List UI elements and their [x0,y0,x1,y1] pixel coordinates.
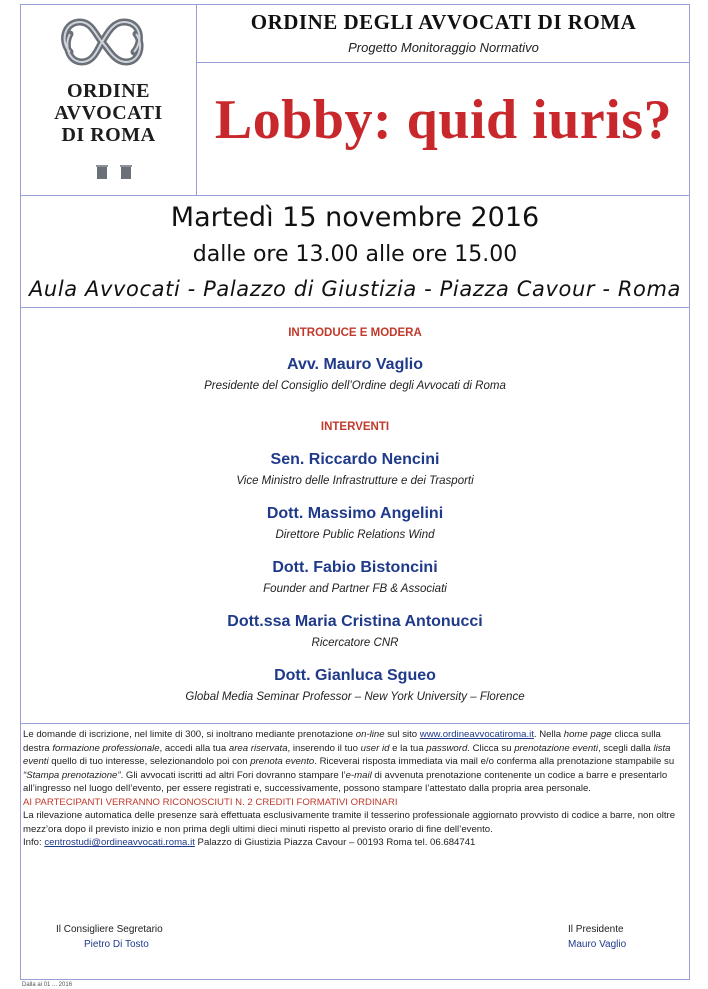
credits-note: AI PARTECIPANTI VERRANNO RICONOSCIUTI N. 2 CREDITI FORMATIVI ORDINARI [23,796,398,808]
event-date: Martedì 15 novembre 2016 [170,202,540,233]
signature-left [56,922,163,952]
president-name: Mauro Vaglio [568,939,627,950]
speaker-name: Dott. Fabio Bistoncini [272,559,438,576]
speaker-role: Direttore Public Relations Wind [275,529,435,541]
moderator-role: Presidente del Consiglio dell’Ordine degli Avvocati di Roma [204,380,506,392]
logo-text-line-3: DI ROMA [61,124,156,146]
footnote: Dalla ai 01 ... 2016 [22,982,73,988]
event-place: Aula Avvocati - Palazzo di Giustizia - Piazza Cavour - Roma [28,277,682,301]
knot-logo-icon [56,12,148,72]
pillars-icon [95,164,135,180]
introduce-heading: INTRODUCE E MODERA [288,327,422,339]
signature-right [568,922,626,952]
speaker-name: Dott. Massimo Angelini [266,505,444,522]
speaker-role: Global Media Seminar Professor – New York University – Florence [185,691,525,703]
event-time: dalle ore 13.00 alle ore 15.00 [192,242,518,267]
speaker-name: Sen. Riccardo Nencini [270,451,440,468]
speaker-name: Dott. Gianluca Sgueo [274,667,436,684]
contact-line: Info: centrostudi@ordineavvocati.roma.it Palazzo di Giustizia Piazza Cavour – 00193 Roma tel. 06.684741 [23,837,476,848]
org-title: ORDINE DEGLI AVVOCATI DI ROMA [250,10,637,34]
moderator-name: Avv. Mauro Vaglio [286,356,424,373]
president-title: Il Presidente [568,924,624,935]
secretary-name: Pietro Di Tosto [84,939,149,950]
header-divider [197,62,690,63]
speaker-role: Ricercatore CNR [311,637,399,649]
logo-text-line-2: AVVOCATI [54,102,163,124]
speaker-role: Vice Ministro delle Infrastrutture e dei Trasporti [236,475,474,487]
place-divider [20,307,690,308]
org-subtitle: Progetto Monitoraggio Normativo [348,40,539,55]
secretary-title: Il Consigliere Segretario [56,924,163,935]
registration-info [23,728,687,850]
info-divider [20,723,690,724]
interventi-heading: INTERVENTI [320,421,390,433]
registration-paragraph: Le domande di iscrizione, nel limite di 300, si inoltrano mediante prenotazione on-line sul sito www.ordineavvocatiroma.it. Nella home page clicca sulla destra formazione professionale, accedi alla tua area riservata, inserendo il tuo user id e la tua password. Clicca su prenotazione eventi, scegli dalla lista eventi quello di tuo interesse, selezionandolo poi con prenota evento. Riceverai risposta immediata via mail e/o conferma alla prenotazione stampabile su “Stampa prenotazione”. Gli avvocati iscritti ad altri Fori dovranno stampare l’e-mail di avvenuta prenotazione contenente un codice a barre e presentarlo all’ingresso nel luogo dell’evento, per essere registrati e, successivamente, possono stampare l’attestato dalla propria area personale. [23,729,675,794]
site-link[interactable]: www.ordineavvocatiroma.it [419,729,534,740]
attendance-paragraph: La rilevazione automatica delle presenze sarà effettuata esclusivamente tramite il tesserino professionale aggiornato provvisto di codice a barre, non oltre mezz’ora dopo il previsto inizio e non prima degli ultimi dieci minuti rispetto al previsto orario di fine dell’evento. [23,810,676,835]
logo-text-line-1: ORDINE [66,80,150,102]
speaker-name: Dott.ssa Maria Cristina Antonucci [227,613,483,630]
speaker-role: Founder and Partner FB & Associati [263,583,447,595]
event-title: Lobby: quid iuris? [214,89,673,151]
contact-email-link[interactable]: centrostudi@ordineavvocati.roma.it [44,837,195,848]
